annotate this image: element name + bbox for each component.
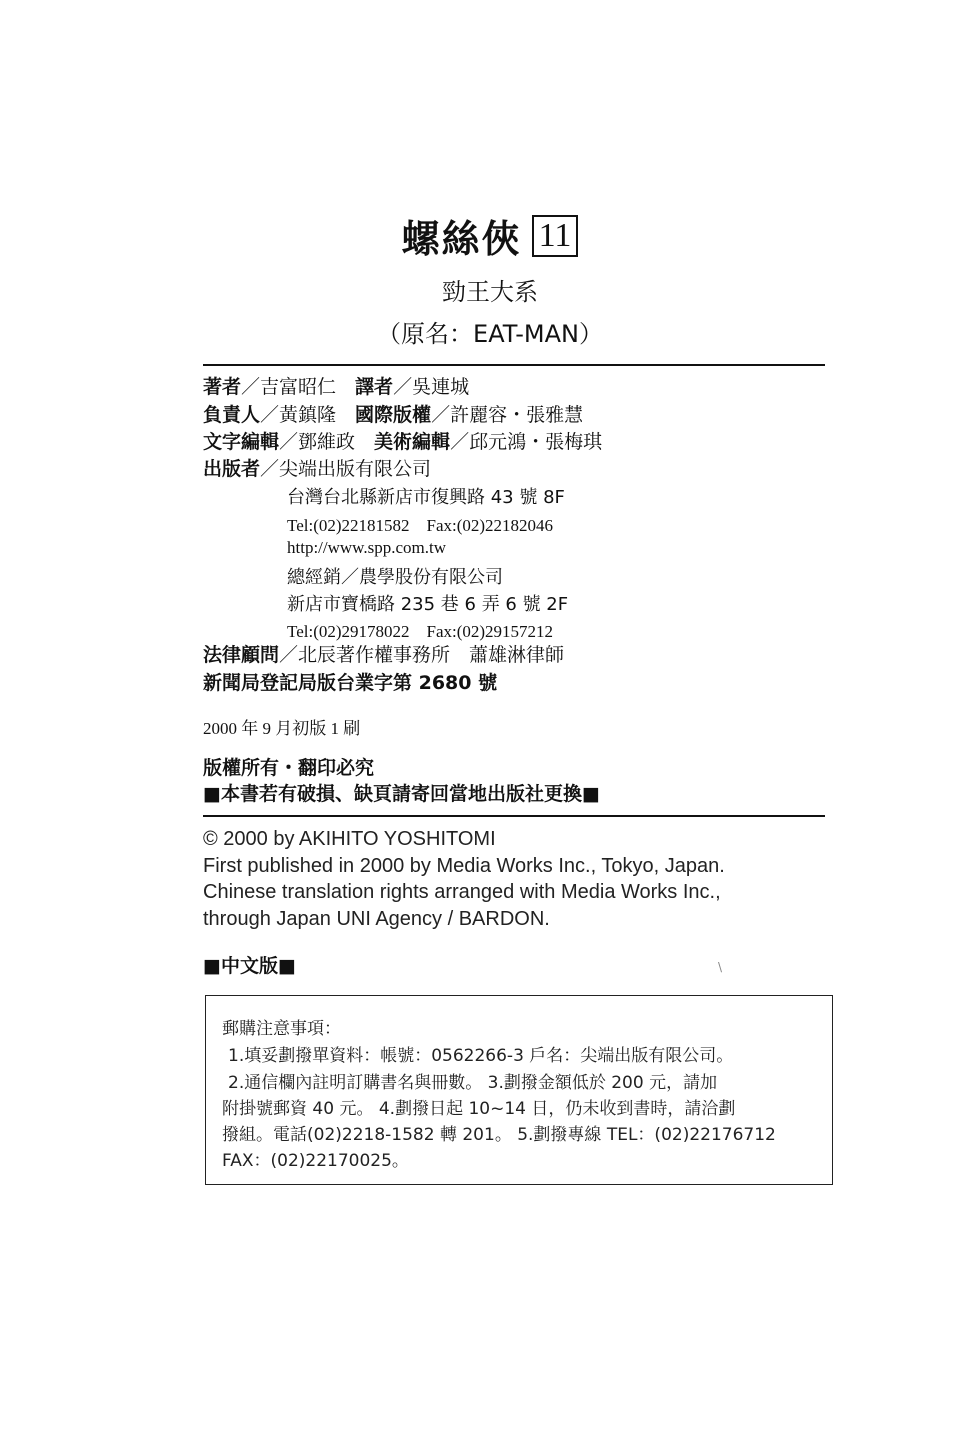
volume-number-box: 11	[532, 215, 579, 257]
copyright-line: © 2000 by AKIHITO YOSHITOMI	[203, 828, 496, 850]
mail-order-heading: 郵購注意事項：	[222, 1019, 341, 1039]
copyright-line: Chinese translation rights arranged with Media Works Inc.,	[203, 881, 721, 903]
art-editor-names: ／邱元鴻・張梅琪	[450, 431, 603, 453]
mail-order-line: 附掛號郵資 40 元。 4.劃撥日起 10~14 日，仍未收到書時，請洽劃	[222, 1099, 736, 1119]
credit-line-responsible	[203, 402, 583, 428]
publisher-telfax: Tel:(02)22181582 Fax:(02)22182046	[287, 516, 554, 535]
copyright-line: First published in 2000 by Media Works Inc., Tokyo, Japan.	[203, 855, 725, 877]
damage-notice: ■本書若有破損、缺頁請寄回當地出版社更換■	[203, 783, 600, 805]
legal-label: 法律顧問	[203, 644, 280, 666]
middle-divider	[203, 815, 825, 817]
credit-line-publisher	[203, 456, 431, 482]
distributor: 總經銷／農學股份有限公司	[287, 567, 503, 588]
publisher-name: ／尖端出版有限公司	[260, 458, 432, 480]
chinese-edition-label: ■中文版■	[203, 955, 296, 977]
series-subtitle: 勁王大系	[442, 278, 538, 306]
author-label: 著者	[203, 376, 242, 398]
stray-mark: \	[718, 960, 723, 974]
mail-order-line: 撥組。電話(02)2218-1582 轉 201。 5.劃撥專線 TEL：(02)22176712	[222, 1125, 776, 1145]
copyright-line: through Japan UNI Agency / BARDON.	[203, 908, 550, 930]
publisher-label: 出版者	[203, 458, 261, 480]
credit-line-editors	[203, 429, 602, 455]
top-divider	[203, 364, 825, 366]
mail-order-line: 1.填妥劃撥單資料：帳號：0562266-3 戶名：尖端出版有限公司。	[228, 1046, 734, 1066]
mail-order-line: 2.通信欄內註明訂購書名與冊數。 3.劃撥金額低於 200 元，請加	[228, 1073, 718, 1093]
mail-order-line: FAX：(02)22170025。	[222, 1151, 409, 1171]
text-editor-name: ／鄧維政	[279, 431, 356, 453]
text-editor-label: 文字編輯	[203, 431, 280, 453]
registration-number: 新聞局登記局版台業字第 2680 號	[203, 672, 498, 694]
art-editor-label: 美術編輯	[374, 431, 451, 453]
rights-names: ／許麗容・張雅慧	[431, 404, 584, 426]
title-row	[0, 208, 980, 263]
credit-line-author	[203, 374, 469, 400]
book-title: 螺絲俠	[401, 217, 522, 261]
rights-notice: 版權所有・翻印必究	[203, 757, 375, 779]
publisher-url: http://www.spp.com.tw	[287, 538, 446, 557]
publisher-address: 台灣台北縣新店市復興路 43 號 8F	[287, 487, 565, 508]
distributor-telfax: Tel:(02)29178022 Fax:(02)29157212	[287, 622, 554, 641]
responsible-label: 負責人	[203, 404, 261, 426]
edition-line: 2000 年 9 月初版 1 刷	[203, 719, 361, 738]
legal-name: ／北辰著作權事務所 蕭雄淋律師	[279, 644, 565, 666]
translator-label: 譯者	[355, 376, 394, 398]
original-name: （原名：EAT-MAN）	[377, 320, 603, 348]
distributor-address: 新店市寶橋路 235 巷 6 弄 6 號 2F	[287, 594, 569, 615]
translator-name: ／吳連城	[393, 376, 470, 398]
responsible-name: ／黃鎮隆	[260, 404, 337, 426]
credit-line-legal	[203, 642, 564, 668]
author-name: ／吉富昭仁	[241, 376, 337, 398]
rights-label: 國際版權	[355, 404, 432, 426]
